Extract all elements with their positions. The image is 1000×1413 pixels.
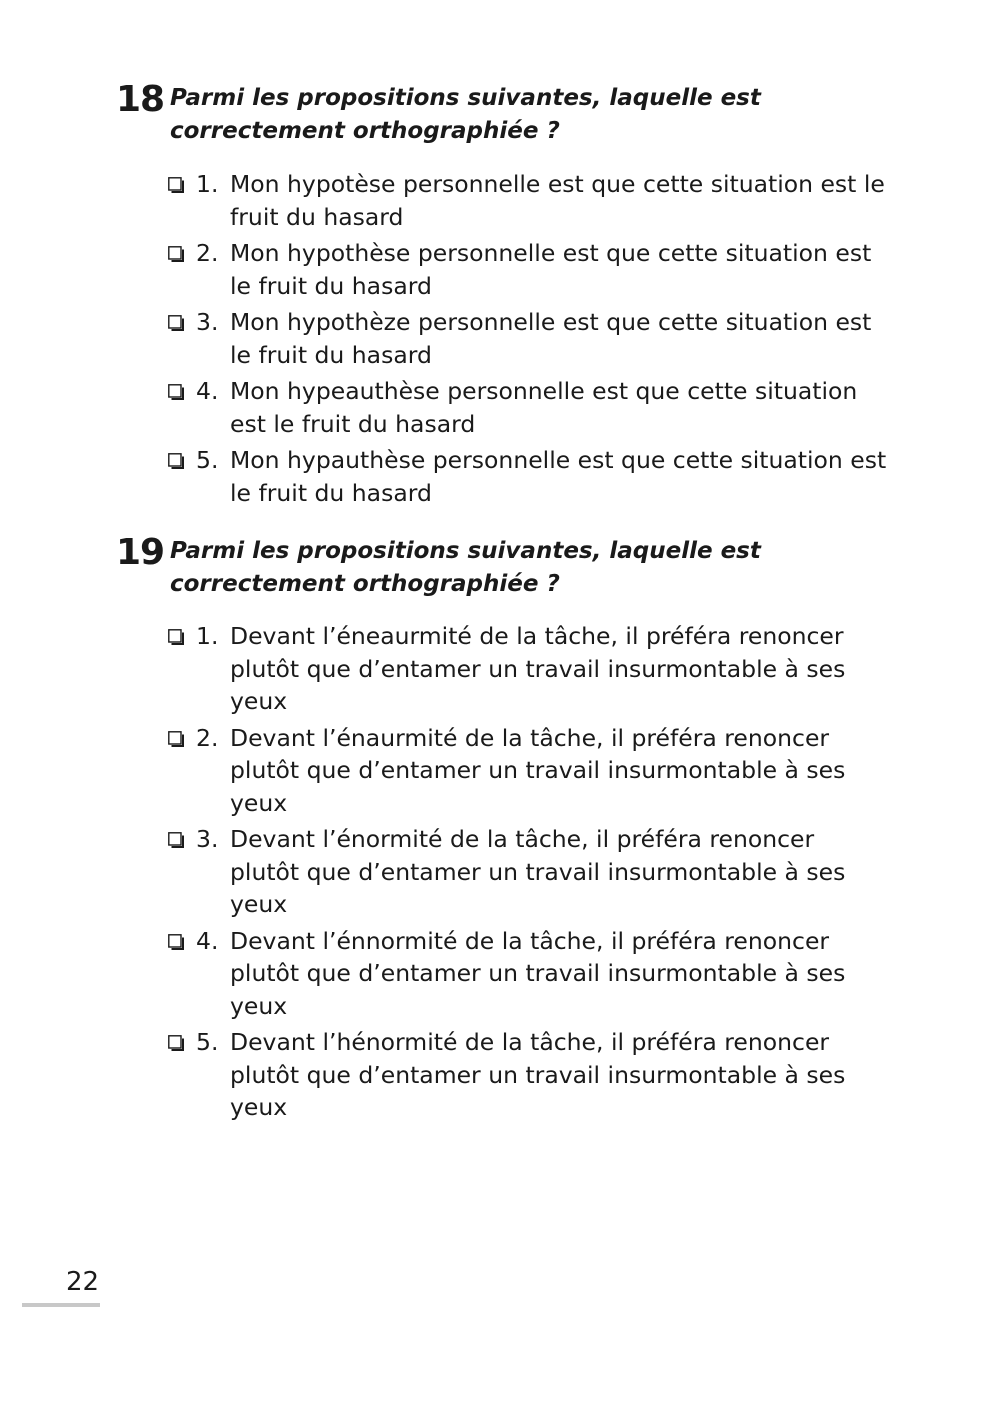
answer-option-5[interactable] bbox=[168, 1026, 888, 1124]
question-number: 19 bbox=[116, 532, 165, 573]
page-number: 22 bbox=[66, 1267, 100, 1297]
option-text: Devant l’énaurmité de la tâche, il préféra renoncer plutôt que d’entamer un travail insurmontable à ses yeux bbox=[230, 723, 846, 817]
option-text: Devant l’éneaurmité de la tâche, il préféra renoncer plutôt que d’entamer un travail insurmontable à ses yeux bbox=[230, 622, 846, 715]
option-number: 1. bbox=[196, 622, 219, 650]
option-number: 5. bbox=[196, 1028, 219, 1056]
answer-option-1[interactable] bbox=[168, 620, 888, 718]
answer-option-5[interactable] bbox=[168, 444, 888, 509]
question-19 bbox=[116, 532, 896, 1121]
page-number-rule bbox=[22, 1303, 100, 1307]
checkbox-icon[interactable] bbox=[168, 384, 184, 400]
checkbox-icon[interactable] bbox=[168, 1035, 184, 1051]
option-text: Mon hypothèze personnelle est que cette situation est le fruit du hasard bbox=[230, 308, 872, 369]
option-number: 3. bbox=[196, 825, 219, 853]
option-text: Devant l’énnormité de la tâche, il préféra renoncer plutôt que d’entamer un travail insurmontable à ses yeux bbox=[230, 926, 846, 1020]
option-text: Devant l’énormité de la tâche, il préféra renoncer plutôt que d’entamer un travail insurmontable à ses yeux bbox=[230, 825, 846, 918]
question-18 bbox=[116, 79, 896, 507]
checkbox-icon[interactable] bbox=[168, 731, 184, 747]
checkbox-icon[interactable] bbox=[168, 934, 184, 950]
question-header bbox=[116, 532, 896, 605]
answer-options bbox=[168, 168, 888, 513]
answer-option-2[interactable] bbox=[168, 722, 888, 820]
checkbox-icon[interactable] bbox=[168, 246, 184, 262]
option-number: 2. bbox=[196, 239, 219, 267]
answer-option-3[interactable] bbox=[168, 823, 888, 921]
question-prompt: Parmi les propositions suivantes, laquelle est correctement orthographiée ? bbox=[170, 538, 761, 597]
answer-option-2[interactable] bbox=[168, 237, 888, 302]
option-number: 1. bbox=[196, 170, 219, 198]
checkbox-icon[interactable] bbox=[168, 315, 184, 331]
option-text: Mon hypeauthèse personnelle est que cette situation est le fruit du hasard bbox=[230, 377, 858, 438]
option-number: 4. bbox=[196, 926, 219, 955]
checkbox-icon[interactable] bbox=[168, 832, 184, 848]
option-number: 3. bbox=[196, 308, 219, 336]
answer-option-4[interactable] bbox=[168, 375, 888, 440]
question-header bbox=[116, 79, 896, 152]
option-number: 4. bbox=[196, 377, 219, 405]
question-number: 18 bbox=[116, 79, 165, 120]
checkbox-icon[interactable] bbox=[168, 177, 184, 193]
option-text: Mon hypauthèse personnelle est que cette situation est le fruit du hasard bbox=[230, 446, 887, 507]
answer-option-4[interactable] bbox=[168, 925, 888, 1023]
checkbox-icon[interactable] bbox=[168, 629, 184, 645]
question-prompt: Parmi les propositions suivantes, laquelle est correctement orthographiée ? bbox=[170, 85, 761, 144]
answer-option-1[interactable] bbox=[168, 168, 888, 233]
option-text: Mon hypotèse personnelle est que cette situation est le fruit du hasard bbox=[230, 170, 885, 231]
option-text: Devant l’hénormité de la tâche, il préféra renoncer plutôt que d’entamer un travail insurmontable à ses yeux bbox=[230, 1028, 846, 1121]
checkbox-icon[interactable] bbox=[168, 453, 184, 469]
option-number: 5. bbox=[196, 446, 219, 474]
option-text: Mon hypothèse personnelle est que cette situation est le fruit du hasard bbox=[230, 239, 872, 300]
option-number: 2. bbox=[196, 723, 219, 752]
answer-option-3[interactable] bbox=[168, 306, 888, 371]
answer-options bbox=[168, 620, 888, 1128]
